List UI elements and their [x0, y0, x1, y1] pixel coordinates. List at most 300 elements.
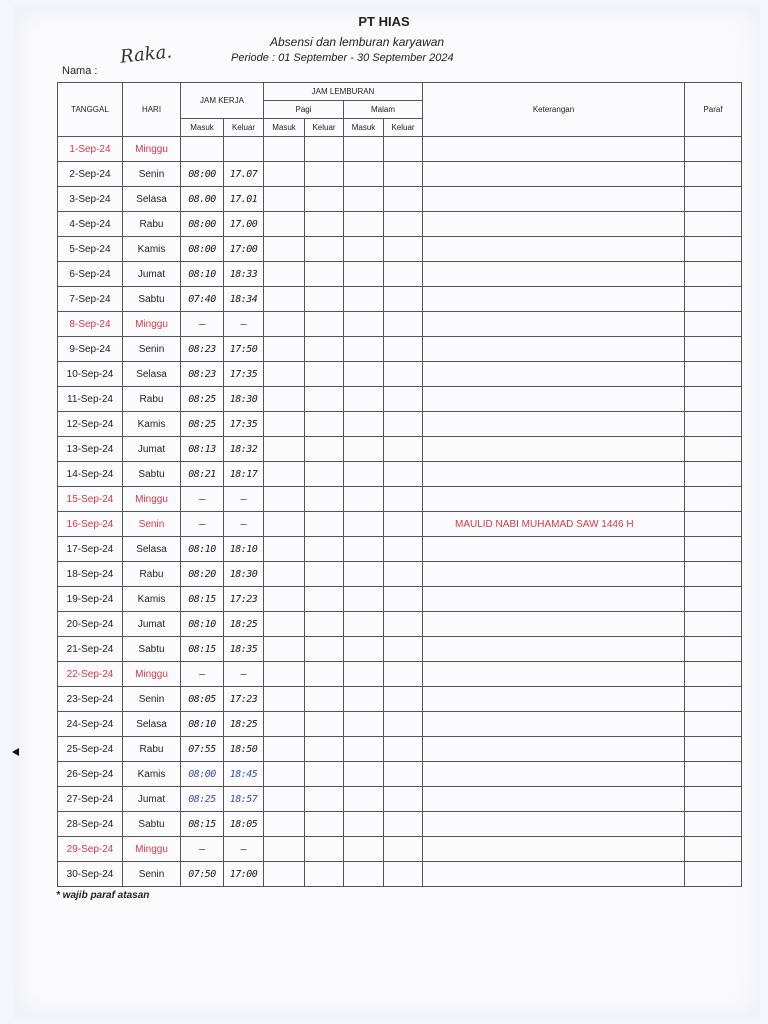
table-row	[58, 837, 742, 862]
cell-pagi-keluar	[305, 362, 344, 387]
table-row	[58, 562, 742, 587]
cell-date: 21-Sep-24	[58, 637, 123, 662]
cell-pagi-keluar	[305, 287, 344, 312]
cell-malam-masuk	[344, 337, 384, 362]
col-jam-lemburan: JAM LEMBURAN	[264, 83, 423, 101]
cell-day: Senin	[123, 687, 181, 712]
cell-paraf	[685, 837, 742, 862]
table-row	[58, 762, 742, 787]
cell-kerja-masuk: —	[181, 312, 224, 337]
cell-day: Senin	[123, 162, 181, 187]
cell-day: Minggu	[123, 312, 181, 337]
cell-kerja-masuk: —	[181, 512, 224, 537]
cell-day: Kamis	[123, 237, 181, 262]
cell-malam-masuk	[344, 212, 384, 237]
cell-pagi-masuk	[264, 187, 305, 212]
cell-paraf	[685, 212, 742, 237]
col-kerja-keluar: Keluar	[224, 119, 264, 137]
cell-keterangan	[423, 587, 685, 612]
table-row	[58, 337, 742, 362]
cell-malam-masuk	[344, 612, 384, 637]
cell-date: 19-Sep-24	[58, 587, 123, 612]
form-period: Periode : 01 September - 30 September 2024	[231, 52, 454, 64]
cell-malam-keluar	[384, 637, 423, 662]
cell-paraf	[685, 187, 742, 212]
cell-malam-keluar	[384, 587, 423, 612]
cell-date: 1-Sep-24	[58, 137, 123, 162]
cell-day: Kamis	[123, 762, 181, 787]
cell-date: 12-Sep-24	[58, 412, 123, 437]
cell-pagi-masuk	[264, 287, 305, 312]
cell-date: 25-Sep-24	[58, 737, 123, 762]
cell-paraf	[685, 237, 742, 262]
cell-day: Minggu	[123, 662, 181, 687]
table-row	[58, 187, 742, 212]
cell-malam-keluar	[384, 862, 423, 887]
col-hari: HARI	[123, 83, 181, 137]
cell-day: Selasa	[123, 537, 181, 562]
col-jam-kerja: JAM KERJA	[181, 83, 264, 119]
col-malam-keluar: Keluar	[384, 119, 423, 137]
cell-day: Selasa	[123, 362, 181, 387]
cell-kerja-masuk: 07:55	[181, 737, 224, 762]
cell-pagi-keluar	[305, 612, 344, 637]
cell-malam-keluar	[384, 487, 423, 512]
col-malam: Malam	[344, 101, 423, 119]
cell-paraf	[685, 862, 742, 887]
cell-pagi-masuk	[264, 462, 305, 487]
cell-keterangan	[423, 262, 685, 287]
cell-kerja-keluar: 18:32	[224, 437, 264, 462]
cell-kerja-keluar: 18:17	[224, 462, 264, 487]
cell-pagi-keluar	[305, 212, 344, 237]
cell-pagi-keluar	[305, 187, 344, 212]
cell-keterangan	[423, 662, 685, 687]
cell-kerja-keluar: 18:25	[224, 712, 264, 737]
cell-paraf	[685, 662, 742, 687]
cell-keterangan	[423, 837, 685, 862]
cell-day: Jumat	[123, 787, 181, 812]
cell-paraf	[685, 287, 742, 312]
cell-paraf	[685, 262, 742, 287]
cell-keterangan	[423, 737, 685, 762]
col-malam-masuk: Masuk	[344, 119, 384, 137]
cell-pagi-keluar	[305, 487, 344, 512]
cell-kerja-masuk: —	[181, 837, 224, 862]
attendance-table	[57, 82, 742, 887]
cell-kerja-masuk: 07:50	[181, 862, 224, 887]
cell-kerja-masuk: 08:15	[181, 587, 224, 612]
cell-malam-masuk	[344, 512, 384, 537]
cell-pagi-masuk	[264, 687, 305, 712]
cell-malam-keluar	[384, 837, 423, 862]
cell-date: 20-Sep-24	[58, 612, 123, 637]
cell-pagi-masuk	[264, 387, 305, 412]
cell-malam-keluar	[384, 387, 423, 412]
cell-malam-keluar	[384, 462, 423, 487]
cell-day: Sabtu	[123, 287, 181, 312]
cell-date: 29-Sep-24	[58, 837, 123, 862]
cell-pagi-masuk	[264, 637, 305, 662]
cell-malam-keluar	[384, 412, 423, 437]
cell-kerja-masuk: 08:00	[181, 162, 224, 187]
cell-malam-masuk	[344, 812, 384, 837]
company-name: PT HIAS	[358, 14, 410, 29]
cell-pagi-masuk	[264, 837, 305, 862]
cell-date: 26-Sep-24	[58, 762, 123, 787]
table-row	[58, 287, 742, 312]
cell-kerja-keluar: 18:33	[224, 262, 264, 287]
cell-date: 24-Sep-24	[58, 712, 123, 737]
table-row	[58, 462, 742, 487]
cell-paraf	[685, 487, 742, 512]
col-kerja-masuk: Masuk	[181, 119, 224, 137]
cell-kerja-masuk: 07:40	[181, 287, 224, 312]
cell-date: 6-Sep-24	[58, 262, 123, 287]
col-paraf: Paraf	[685, 83, 742, 137]
cell-malam-keluar	[384, 287, 423, 312]
cell-pagi-keluar	[305, 137, 344, 162]
table-row	[58, 612, 742, 637]
cell-keterangan	[423, 287, 685, 312]
table-row	[58, 862, 742, 887]
table-row	[58, 312, 742, 337]
cell-date: 10-Sep-24	[58, 362, 123, 387]
cell-kerja-keluar: 18:50	[224, 737, 264, 762]
cell-malam-keluar	[384, 612, 423, 637]
cell-malam-keluar	[384, 237, 423, 262]
cell-keterangan	[423, 762, 685, 787]
cell-kerja-keluar: 18:34	[224, 287, 264, 312]
cell-pagi-masuk	[264, 587, 305, 612]
cell-pagi-masuk	[264, 137, 305, 162]
cell-paraf	[685, 412, 742, 437]
cell-date: 2-Sep-24	[58, 162, 123, 187]
cell-date: 28-Sep-24	[58, 812, 123, 837]
cell-pagi-keluar	[305, 587, 344, 612]
cell-keterangan	[423, 487, 685, 512]
cell-pagi-keluar	[305, 162, 344, 187]
cell-malam-keluar	[384, 337, 423, 362]
cell-malam-masuk	[344, 762, 384, 787]
cell-kerja-keluar: 18:35	[224, 637, 264, 662]
cell-malam-keluar	[384, 212, 423, 237]
cell-keterangan	[423, 712, 685, 737]
cell-day: Senin	[123, 337, 181, 362]
table-row	[58, 387, 742, 412]
table-row	[58, 737, 742, 762]
cell-keterangan	[423, 787, 685, 812]
cell-kerja-keluar: —	[224, 512, 264, 537]
cell-kerja-masuk	[181, 137, 224, 162]
cell-malam-keluar	[384, 537, 423, 562]
cell-paraf	[685, 537, 742, 562]
cell-pagi-keluar	[305, 762, 344, 787]
cell-pagi-keluar	[305, 637, 344, 662]
cell-date: 7-Sep-24	[58, 287, 123, 312]
cell-paraf	[685, 687, 742, 712]
cell-day: Rabu	[123, 387, 181, 412]
cell-day: Rabu	[123, 737, 181, 762]
cell-kerja-masuk: —	[181, 662, 224, 687]
cell-pagi-masuk	[264, 537, 305, 562]
cell-pagi-masuk	[264, 737, 305, 762]
cell-pagi-keluar	[305, 662, 344, 687]
cell-paraf	[685, 512, 742, 537]
cell-kerja-masuk: —	[181, 487, 224, 512]
cell-kerja-keluar: 18:45	[224, 762, 264, 787]
cell-day: Minggu	[123, 137, 181, 162]
cell-paraf	[685, 787, 742, 812]
cell-kerja-keluar	[224, 137, 264, 162]
cell-malam-masuk	[344, 562, 384, 587]
cell-day: Jumat	[123, 612, 181, 637]
cell-date: 30-Sep-24	[58, 862, 123, 887]
cell-kerja-keluar: 18:30	[224, 387, 264, 412]
cell-day: Sabtu	[123, 462, 181, 487]
cell-keterangan	[423, 362, 685, 387]
cell-malam-masuk	[344, 237, 384, 262]
cell-malam-keluar	[384, 187, 423, 212]
form-subtitle: Absensi dan lemburan karyawan	[270, 35, 445, 49]
table-row	[58, 637, 742, 662]
cell-pagi-masuk	[264, 787, 305, 812]
col-pagi: Pagi	[264, 101, 344, 119]
cell-kerja-masuk: 08:25	[181, 787, 224, 812]
cell-day: Rabu	[123, 212, 181, 237]
cell-keterangan	[423, 862, 685, 887]
cell-kerja-keluar: 18:30	[224, 562, 264, 587]
cell-pagi-masuk	[264, 862, 305, 887]
table-row	[58, 437, 742, 462]
cell-malam-masuk	[344, 787, 384, 812]
table-row	[58, 487, 742, 512]
cell-pagi-keluar	[305, 262, 344, 287]
cell-kerja-keluar: —	[224, 312, 264, 337]
cell-malam-keluar	[384, 162, 423, 187]
cell-kerja-masuk: 08:21	[181, 462, 224, 487]
cell-malam-masuk	[344, 587, 384, 612]
cell-day: Kamis	[123, 412, 181, 437]
name-label: Nama :	[62, 65, 98, 77]
cell-pagi-masuk	[264, 237, 305, 262]
cell-pagi-keluar	[305, 312, 344, 337]
cell-paraf	[685, 762, 742, 787]
cell-pagi-keluar	[305, 237, 344, 262]
cell-keterangan	[423, 612, 685, 637]
cell-kerja-masuk: 08:05	[181, 687, 224, 712]
cell-date: 18-Sep-24	[58, 562, 123, 587]
col-keterangan: Keterangan	[423, 83, 685, 137]
cell-kerja-keluar: 17:23	[224, 687, 264, 712]
cell-keterangan	[423, 637, 685, 662]
cell-pagi-masuk	[264, 362, 305, 387]
cell-kerja-keluar: —	[224, 837, 264, 862]
cell-paraf	[685, 387, 742, 412]
table-row	[58, 412, 742, 437]
cell-malam-masuk	[344, 737, 384, 762]
cell-malam-keluar	[384, 662, 423, 687]
cell-date: 27-Sep-24	[58, 787, 123, 812]
cell-keterangan	[423, 412, 685, 437]
cell-date: 17-Sep-24	[58, 537, 123, 562]
cell-malam-keluar	[384, 437, 423, 462]
cell-kerja-masuk: 08:13	[181, 437, 224, 462]
cell-kerja-masuk: 08:10	[181, 712, 224, 737]
cell-malam-keluar	[384, 737, 423, 762]
cell-malam-keluar	[384, 762, 423, 787]
table-row	[58, 137, 742, 162]
cell-paraf	[685, 737, 742, 762]
cell-keterangan	[423, 812, 685, 837]
cell-malam-keluar	[384, 312, 423, 337]
cell-day: Jumat	[123, 437, 181, 462]
cell-malam-masuk	[344, 362, 384, 387]
cell-malam-masuk	[344, 387, 384, 412]
table-row	[58, 237, 742, 262]
table-row	[58, 512, 742, 537]
cell-keterangan	[423, 687, 685, 712]
cell-keterangan	[423, 387, 685, 412]
name-handwritten: Raka.	[119, 41, 174, 68]
table-row	[58, 712, 742, 737]
cell-kerja-keluar: 17:35	[224, 362, 264, 387]
cell-kerja-keluar: 17.07	[224, 162, 264, 187]
cell-date: 23-Sep-24	[58, 687, 123, 712]
cell-kerja-masuk: 08:10	[181, 262, 224, 287]
cell-malam-keluar	[384, 512, 423, 537]
cell-pagi-masuk	[264, 712, 305, 737]
col-pagi-masuk: Masuk	[264, 119, 305, 137]
table-row	[58, 787, 742, 812]
table-row	[58, 362, 742, 387]
cell-kerja-keluar: 17.01	[224, 187, 264, 212]
cell-pagi-masuk	[264, 312, 305, 337]
cell-kerja-keluar: —	[224, 487, 264, 512]
cell-day: Selasa	[123, 712, 181, 737]
cell-pagi-keluar	[305, 737, 344, 762]
cell-keterangan	[423, 337, 685, 362]
cell-keterangan	[423, 237, 685, 262]
cell-day: Kamis	[123, 587, 181, 612]
cell-day: Minggu	[123, 837, 181, 862]
cell-day: Rabu	[123, 562, 181, 587]
cell-malam-keluar	[384, 137, 423, 162]
cell-date: 16-Sep-24	[58, 512, 123, 537]
cell-keterangan	[423, 437, 685, 462]
cell-pagi-masuk	[264, 437, 305, 462]
left-arrow-mark	[12, 748, 19, 756]
col-tanggal: TANGGAL	[58, 83, 123, 137]
cell-kerja-masuk: 08:23	[181, 362, 224, 387]
cell-malam-keluar	[384, 787, 423, 812]
cell-malam-masuk	[344, 837, 384, 862]
cell-paraf	[685, 162, 742, 187]
cell-date: 13-Sep-24	[58, 437, 123, 462]
cell-malam-keluar	[384, 687, 423, 712]
table-row	[58, 212, 742, 237]
cell-kerja-keluar: —	[224, 662, 264, 687]
cell-paraf	[685, 362, 742, 387]
cell-paraf	[685, 637, 742, 662]
cell-pagi-masuk	[264, 512, 305, 537]
cell-pagi-masuk	[264, 562, 305, 587]
cell-pagi-keluar	[305, 712, 344, 737]
cell-malam-masuk	[344, 437, 384, 462]
cell-kerja-keluar: 18:05	[224, 812, 264, 837]
cell-malam-masuk	[344, 312, 384, 337]
cell-keterangan: MAULID NABI MUHAMAD SAW 1446 H	[423, 512, 685, 537]
cell-day: Senin	[123, 862, 181, 887]
cell-pagi-masuk	[264, 162, 305, 187]
cell-paraf	[685, 462, 742, 487]
cell-date: 14-Sep-24	[58, 462, 123, 487]
cell-keterangan	[423, 312, 685, 337]
cell-kerja-masuk: 08:10	[181, 612, 224, 637]
table-row	[58, 537, 742, 562]
cell-malam-keluar	[384, 262, 423, 287]
cell-kerja-keluar: 17:23	[224, 587, 264, 612]
cell-malam-masuk	[344, 487, 384, 512]
cell-keterangan	[423, 212, 685, 237]
cell-pagi-keluar	[305, 337, 344, 362]
cell-kerja-masuk: 08:10	[181, 537, 224, 562]
cell-date: 22-Sep-24	[58, 662, 123, 687]
cell-malam-masuk	[344, 637, 384, 662]
cell-pagi-keluar	[305, 537, 344, 562]
cell-date: 4-Sep-24	[58, 212, 123, 237]
cell-pagi-masuk	[264, 762, 305, 787]
cell-pagi-masuk	[264, 662, 305, 687]
cell-malam-masuk	[344, 462, 384, 487]
cell-pagi-masuk	[264, 612, 305, 637]
cell-pagi-masuk	[264, 812, 305, 837]
cell-malam-masuk	[344, 137, 384, 162]
cell-day: Minggu	[123, 487, 181, 512]
cell-malam-keluar	[384, 812, 423, 837]
cell-keterangan	[423, 537, 685, 562]
cell-date: 5-Sep-24	[58, 237, 123, 262]
table-row	[58, 687, 742, 712]
table-row	[58, 812, 742, 837]
cell-paraf	[685, 812, 742, 837]
cell-malam-masuk	[344, 712, 384, 737]
cell-pagi-keluar	[305, 837, 344, 862]
cell-kerja-masuk: 08:25	[181, 387, 224, 412]
cell-malam-masuk	[344, 287, 384, 312]
col-pagi-keluar: Keluar	[305, 119, 344, 137]
cell-paraf	[685, 587, 742, 612]
cell-date: 3-Sep-24	[58, 187, 123, 212]
cell-pagi-keluar	[305, 437, 344, 462]
cell-pagi-keluar	[305, 462, 344, 487]
cell-pagi-masuk	[264, 212, 305, 237]
cell-kerja-masuk: 08:00	[181, 237, 224, 262]
cell-kerja-keluar: 18:25	[224, 612, 264, 637]
cell-kerja-keluar: 17:50	[224, 337, 264, 362]
cell-malam-masuk	[344, 412, 384, 437]
cell-paraf	[685, 137, 742, 162]
cell-kerja-keluar: 18:57	[224, 787, 264, 812]
table-row	[58, 162, 742, 187]
cell-pagi-keluar	[305, 687, 344, 712]
cell-keterangan	[423, 137, 685, 162]
cell-pagi-keluar	[305, 787, 344, 812]
cell-paraf	[685, 337, 742, 362]
cell-day: Sabtu	[123, 812, 181, 837]
table-row	[58, 662, 742, 687]
cell-keterangan	[423, 562, 685, 587]
